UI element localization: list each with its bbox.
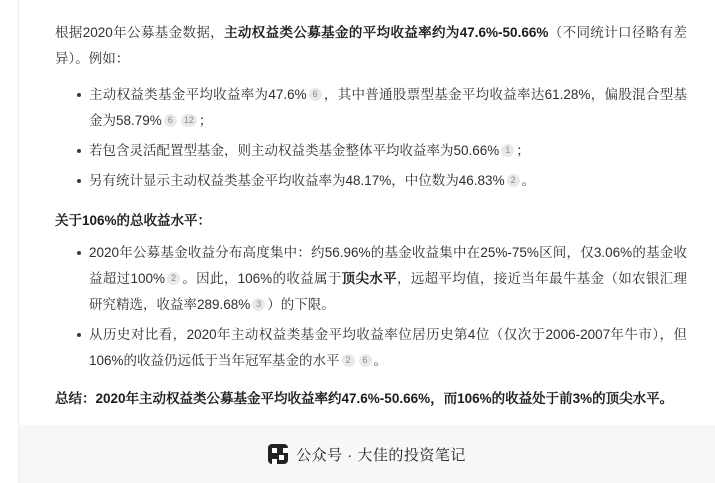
citation-ref[interactable]: 6: [359, 354, 372, 367]
citation-ref[interactable]: 6: [309, 88, 322, 101]
footer-label: 公众号 · 大佳的投资笔记: [296, 446, 466, 464]
document-content: [19, 0, 715, 483]
bullet-rich-text: 主动权益类基金平均收益率为47.6% 6 ，其中普通股票型基金平均收益率达61.28%，偏股混合型基金为58.79% 6 12 ；: [89, 87, 687, 128]
left-margin-rule: [0, 0, 19, 483]
list-item: [77, 82, 687, 134]
list-item: [77, 322, 687, 374]
section-bullet-list: [55, 240, 687, 374]
intro-prefix: 根据2020年公募基金数据，: [55, 25, 225, 40]
citation-ref[interactable]: 12: [181, 114, 197, 127]
emphasis-text: 2020年主动权益类公募基金平均收益率约47.6%-50.66%，而106%的收益处于前3%的顶尖水平。: [95, 391, 674, 406]
summary-paragraph: [55, 386, 687, 412]
citation-ref[interactable]: 3: [252, 298, 265, 311]
summary-rich-text: [96, 391, 674, 406]
citation-ref[interactable]: 2: [342, 354, 355, 367]
intro-paragraph: [55, 20, 687, 72]
list-item: [77, 240, 687, 318]
summary-label: 总结：: [55, 391, 96, 406]
bullet-rich-text: 从历史对比看，2020年主动权益类基金平均收益率位居历史第4位（仅次于2006-2007年牛市），但106%的收益仍远低于当年冠军基金的水平 2 6 。: [89, 327, 687, 368]
emphasis-text: 顶尖水平: [341, 271, 397, 286]
footer-bar: [19, 425, 715, 483]
section-heading: 关于106%的总收益水平：: [55, 213, 212, 228]
intro-suffix: （不同统计口径略有差异）。例如：: [55, 25, 687, 66]
list-item: [77, 168, 687, 194]
citation-ref[interactable]: 6: [164, 114, 177, 127]
bullet-rich-text: 若包含灵活配置型基金，则主动权益类基金整体平均收益率为50.66% 1 ；: [89, 143, 530, 158]
intro-bullet-list: [55, 82, 687, 194]
list-item: [77, 138, 687, 164]
citation-ref[interactable]: 1: [501, 144, 514, 157]
citation-ref[interactable]: 2: [167, 272, 180, 285]
footer-content: [268, 444, 466, 465]
qr-code-icon: [268, 444, 288, 464]
bullet-rich-text: 2020年公募基金收益分布高度集中：约56.96%的基金收益集中在25%-75%区间，仅3.06%的基金收益超过100% 2 。因此，106%的收益属于顶尖水平，远超平均值，接近当年最牛基金（如农银汇理研究精选，收益率289.68% 3 ）的下限。: [89, 245, 688, 312]
citation-ref[interactable]: 2: [507, 174, 520, 187]
intro-highlight: 主动权益类公募基金的平均收益率约为47.6%-50.66%: [224, 25, 549, 40]
bullet-rich-text: 另有统计显示主动权益类基金平均收益率为48.17%，中位数为46.83% 2 。: [89, 173, 536, 188]
